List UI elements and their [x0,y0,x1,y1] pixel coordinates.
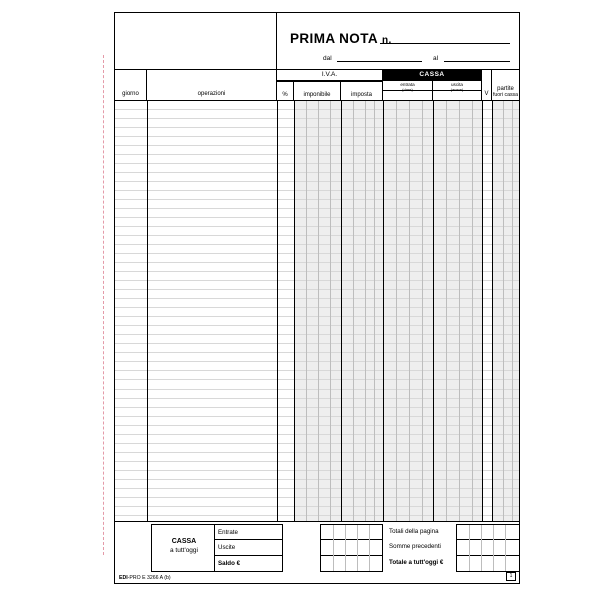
column-headers [115,70,519,101]
column-header-v [482,70,492,100]
vline-entrata [383,101,384,521]
totals-amount-vline-2 [481,525,482,571]
vline-imponibile-1 [306,101,307,521]
vline-uscita-3 [472,101,473,521]
totals-amount-row-precedenti[interactable] [457,540,519,555]
title-number-rule[interactable] [380,43,510,44]
cassa-row-saldo[interactable] [215,556,282,571]
column-header-cassa-entrata-blank [383,91,433,101]
cassa-amount-vline-4 [369,525,370,571]
cassa-summary-rows [214,525,282,571]
form-footer [115,521,519,583]
cassa-uscite-label: Uscite [218,544,236,552]
column-header-iva-imposta [341,81,383,101]
vline-partite [492,101,493,521]
vline-imposta [341,101,342,521]
cassa-amount-row-entrate[interactable] [321,525,382,540]
dal-label: dal [323,55,332,62]
vline-imponibile-2 [318,101,319,521]
column-subheader-cassa-entrata [383,81,433,91]
vline-imposta-1 [353,101,354,521]
column-header-operazioni-label: operazioni [197,91,226,97]
vline-operazioni [277,101,278,521]
vline-uscita-1 [446,101,447,521]
vline-imponibile-3 [330,101,331,521]
vline-uscita [433,101,434,521]
cassa-amount-row-uscite[interactable] [321,540,382,555]
cassa-amount-row-saldo[interactable] [321,556,382,571]
vline-giorno [147,101,148,521]
column-group-cassa: CASSA [383,70,482,81]
vline-entrata-1 [396,101,397,521]
vline-uscita-2 [459,101,460,521]
cassa-entrate-label: Entrate [218,529,238,536]
column-header-iva-percent-label: % [282,92,288,98]
al-field-rule[interactable] [444,61,510,62]
column-header-iva-imposta-label: imposta [350,92,372,98]
perforation-line [103,55,104,555]
dal-field-rule[interactable] [337,61,422,62]
column-header-partite [492,70,519,100]
cassa-summary-title-text: CASSA [171,538,197,545]
cassa-summary-title [156,537,212,555]
column-header-operazioni [147,70,277,100]
vline-v [482,101,483,521]
column-header-partite-label: partite [497,86,514,92]
cassa-uscita-label: uscita [450,82,463,87]
title-number-label: n. [382,35,392,46]
totals-amount-row-pagina[interactable] [457,525,519,540]
page-title [290,31,392,46]
vline-partite-2 [512,101,513,521]
somme-precedenti-label: Somme precedenti [389,543,441,551]
cassa-entrata-label: entrata [400,82,415,87]
column-header-v-label: V [484,91,489,97]
prima-nota-form [114,12,520,584]
al-label: al [433,55,439,62]
cassa-row-uscite[interactable] [215,540,282,555]
column-header-cassa-uscita-blank [433,91,482,101]
cassa-amount-vline-2 [345,525,346,571]
totali-pagina-label: Totali della pagina [389,528,439,535]
cassa-entrata-sub-label: (dare) [402,87,413,92]
column-header-iva-imponibile [294,81,341,101]
cassa-summary-box [151,524,283,572]
cassa-summary-subtitle: a tutt'oggi [170,547,198,554]
column-group-iva: I.V.A. [277,70,383,81]
column-header-giorno [115,70,147,100]
totals-amount-vline-1 [469,525,470,571]
vline-imposta-3 [374,101,375,521]
column-subheader-cassa-uscita [433,81,482,91]
totals-amount-box[interactable] [456,524,519,572]
cassa-amount-vline-1 [333,525,334,571]
printer-code-bold: EDI [119,575,128,581]
totals-amount-vline-4 [505,525,506,571]
column-header-partite-sub-label: fuori cassa [492,92,519,98]
totals-amount-vline-3 [493,525,494,571]
cassa-uscita-sub-label: (avere) [450,87,464,92]
cassa-amount-box[interactable] [320,524,383,572]
ledger-grid[interactable] [115,101,519,521]
cassa-amount-vline-3 [357,525,358,571]
vline-iva-percent [294,101,295,521]
page-number-badge: 1 [506,572,516,581]
vline-entrata-3 [422,101,423,521]
printer-code [119,575,171,581]
vline-entrata-2 [409,101,410,521]
column-header-iva-percent [277,81,294,101]
header-left-blank [115,13,277,69]
column-header-giorno-label: giorno [122,91,139,97]
printer-code-thin: -PRO E 3266 A (b) [127,575,171,581]
vline-imposta-2 [365,101,366,521]
cassa-saldo-label: Saldo € [218,559,241,567]
column-header-iva-imponibile-label: imponibile [303,92,331,98]
cassa-row-entrate[interactable] [215,525,282,540]
totals-amount-row-tuttoggi[interactable] [457,556,519,571]
totale-tuttoggi-label: Totale a tutt'oggi € [389,558,444,566]
form-header [115,13,519,70]
vline-partite-1 [503,101,504,521]
title-text: PRIMA NOTA [290,31,378,46]
